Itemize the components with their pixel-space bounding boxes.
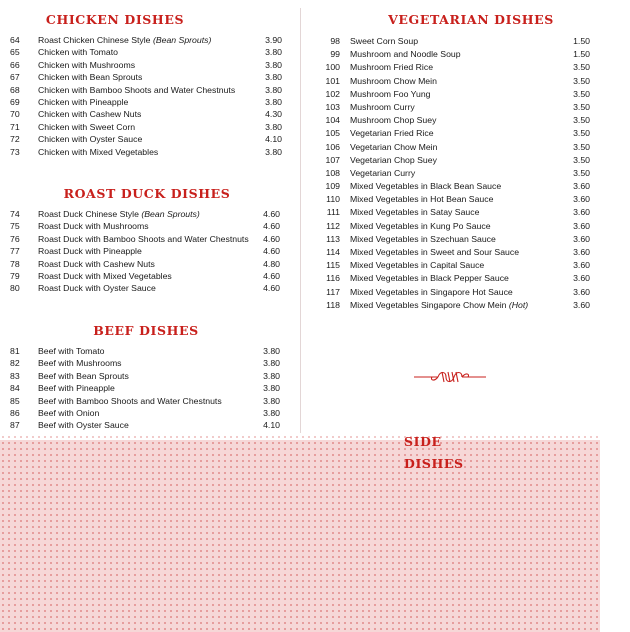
item-number: 118 (326, 299, 340, 310)
item-note: (Hot) (508, 299, 529, 310)
item-name: Mushroom Curry (350, 101, 415, 112)
item-price: 3.60 (573, 260, 590, 271)
item-name-wrap (350, 233, 496, 246)
item-name-wrap (38, 357, 122, 369)
item-name: Mixed Vegetables in Black Bean Sauce (350, 181, 502, 192)
vegetarian-dishes-section (312, 12, 590, 312)
section-title: ROAST DUCK DISHES (63, 186, 231, 201)
item-name-wrap (38, 245, 142, 257)
item-number: 75 (10, 221, 20, 232)
item-number: 76 (10, 233, 20, 244)
menu-item (10, 108, 282, 120)
item-number: 85 (10, 395, 20, 406)
item-name-wrap (350, 193, 493, 206)
menu-item (10, 245, 280, 257)
item-price: 3.50 (573, 167, 590, 178)
decorative-pattern-band (0, 440, 600, 632)
item-name: Chicken with Oyster Sauce (38, 134, 143, 145)
item-name-wrap (350, 259, 484, 272)
item-name-wrap (350, 206, 479, 219)
menu-item (10, 258, 280, 270)
menu-item (10, 419, 280, 431)
item-name: Mixed Vegetables Singapore Chow Mein (350, 299, 509, 310)
item-price: 3.80 (265, 59, 282, 70)
item-name-wrap (38, 146, 158, 158)
item-price: 4.60 (263, 221, 280, 232)
item-price: 3.80 (263, 407, 280, 418)
item-name-wrap (38, 108, 141, 120)
menu-item (10, 407, 280, 419)
menu-item (312, 246, 590, 259)
item-number: 84 (10, 383, 20, 394)
item-name-wrap (38, 258, 155, 270)
item-price: 3.80 (263, 383, 280, 394)
item-number: 71 (10, 121, 20, 132)
item-name-wrap (350, 35, 418, 48)
menu-item (10, 146, 282, 158)
item-number: 77 (10, 246, 20, 257)
column-divider (300, 8, 301, 433)
item-number: 105 (325, 128, 340, 139)
menu-item (10, 46, 282, 58)
menu-item (312, 180, 590, 193)
menu-item (312, 259, 590, 272)
scroll-flourish-icon (412, 368, 488, 386)
menu-item (312, 88, 590, 101)
menu-item (10, 395, 280, 407)
menu-item (10, 282, 280, 294)
item-name: Chicken with Sweet Corn (38, 121, 136, 132)
beef-dishes-section (10, 323, 280, 432)
item-price: 3.80 (263, 358, 280, 369)
item-name: Chicken with Mixed Vegetables (38, 146, 159, 157)
item-number: 113 (326, 233, 340, 244)
item-name: Roast Duck with Pineapple (38, 246, 142, 257)
item-price: 3.50 (573, 115, 590, 126)
item-number: 100 (325, 62, 340, 73)
item-name-wrap (350, 114, 436, 127)
item-price: 3.60 (573, 181, 590, 192)
menu-item (312, 35, 590, 48)
menu-item (312, 233, 590, 246)
item-name-wrap (38, 121, 135, 133)
item-number: 68 (10, 84, 20, 95)
item-name: Sweet Corn Soup (350, 36, 419, 46)
chicken-dishes-section (10, 12, 282, 158)
menu-item (10, 208, 280, 220)
item-number: 80 (10, 283, 20, 294)
item-name: Beef with Tomato (38, 346, 105, 356)
item-number: 64 (10, 35, 20, 45)
item-price: 3.80 (265, 47, 282, 58)
item-price: 4.60 (263, 270, 280, 281)
roast-duck-dishes-section (10, 186, 280, 295)
item-number: 109 (325, 181, 340, 192)
item-price: 4.60 (263, 233, 280, 244)
item-name: Mixed Vegetables in Sweet and Sour Sauce (350, 247, 520, 257)
item-price: 3.50 (573, 141, 590, 152)
item-number: 106 (325, 141, 340, 152)
item-name: Chicken with Bean Sprouts (38, 72, 143, 83)
item-price: 3.50 (573, 62, 590, 73)
item-price: 1.50 (573, 36, 590, 46)
item-name: Beef with Mushrooms (38, 358, 122, 369)
item-number: 70 (10, 109, 20, 120)
item-list (10, 208, 280, 295)
item-number: 107 (325, 154, 340, 165)
item-list (10, 34, 282, 158)
item-price: 4.60 (263, 246, 280, 257)
item-number: 116 (326, 273, 340, 284)
section-title: VEGETARIAN DISHES (388, 12, 554, 27)
item-name: Vegetarian Curry (350, 167, 416, 178)
item-name-wrap (38, 370, 129, 382)
item-price: 3.80 (263, 370, 280, 381)
item-name-wrap (38, 59, 135, 71)
item-name: Mushroom Foo Yung (350, 88, 431, 99)
item-name: Mixed Vegetables in Kung Po Sauce (350, 220, 491, 231)
menu-item (10, 133, 282, 145)
item-number: 67 (10, 72, 20, 83)
item-number: 112 (326, 220, 340, 231)
item-number: 65 (10, 47, 20, 58)
item-name-wrap (38, 133, 142, 145)
item-name: Vegetarian Chop Suey (350, 154, 437, 165)
item-price: 3.60 (573, 273, 590, 284)
item-number: 104 (325, 115, 340, 126)
item-number: 78 (10, 258, 20, 269)
item-number: 81 (10, 346, 20, 356)
item-name: Mixed Vegetables in Singapore Hot Sauce (350, 286, 513, 297)
item-name: Mixed Vegetables in Satay Sauce (350, 207, 480, 218)
next-section-title-partial (404, 431, 464, 440)
item-name: Mixed Vegetables in Capital Sauce (350, 260, 485, 271)
item-name: Beef with Pineapple (38, 383, 115, 394)
item-price: 3.50 (573, 128, 590, 139)
item-name: Beef with Oyster Sauce (38, 420, 129, 431)
menu-item (312, 193, 590, 206)
item-number: 103 (325, 101, 340, 112)
item-price: 1.50 (573, 49, 590, 60)
item-name: Roast Chicken Chinese Style (38, 35, 153, 45)
item-name-wrap (38, 282, 156, 294)
menu-item (312, 286, 590, 299)
item-price: 3.80 (265, 96, 282, 107)
item-price: 3.50 (573, 75, 590, 86)
item-number: 114 (326, 247, 340, 257)
item-number: 117 (326, 286, 340, 297)
item-name-wrap (38, 34, 211, 46)
item-price: 3.60 (573, 247, 590, 257)
item-name-wrap (38, 382, 115, 394)
item-price: 3.80 (265, 146, 282, 157)
item-name-wrap (350, 48, 461, 61)
item-name-wrap (350, 61, 433, 74)
item-note: (Bean Sprouts) (152, 35, 212, 45)
item-price: 3.90 (265, 35, 282, 45)
item-name-wrap (350, 220, 491, 233)
item-name-wrap (38, 71, 142, 83)
item-list (10, 345, 280, 432)
item-name: Beef with Onion (38, 407, 100, 418)
item-price: 4.30 (265, 109, 282, 120)
item-number: 108 (325, 167, 340, 178)
item-name-wrap (350, 154, 437, 167)
menu-item (10, 270, 280, 282)
item-number: 87 (10, 420, 20, 431)
menu-item (10, 370, 280, 382)
item-name: Chicken with Pineapple (38, 96, 129, 107)
menu-item (312, 206, 590, 219)
menu-item (10, 121, 282, 133)
item-name: Mushroom Chow Mein (350, 75, 437, 86)
menu-item (312, 127, 590, 140)
menu-item (312, 75, 590, 88)
item-price: 4.10 (265, 134, 282, 145)
menu-item (10, 345, 280, 357)
item-number: 98 (330, 36, 340, 46)
menu-item (10, 220, 280, 232)
item-number: 82 (10, 358, 20, 369)
item-price: 3.80 (263, 395, 280, 406)
item-number: 83 (10, 370, 20, 381)
item-price: 3.60 (573, 220, 590, 231)
item-price: 3.60 (573, 194, 590, 205)
item-number: 102 (325, 88, 340, 99)
item-name-wrap (38, 208, 200, 220)
item-name-wrap (350, 246, 519, 259)
item-name-wrap (350, 272, 509, 285)
item-name: Roast Duck with Cashew Nuts (38, 258, 155, 269)
item-name-wrap (38, 395, 222, 407)
item-name: Mixed Vegetables in Black Pepper Sauce (350, 273, 509, 284)
item-number: 69 (10, 96, 20, 107)
item-price: 4.60 (263, 209, 280, 219)
item-number: 73 (10, 146, 20, 157)
menu-item (312, 154, 590, 167)
item-name: Mushroom Fried Rice (350, 62, 434, 73)
item-name: Roast Duck with Mushrooms (38, 221, 149, 232)
item-name: Beef with Bean Sprouts (38, 370, 129, 381)
item-name: Vegetarian Fried Rice (350, 128, 434, 139)
menu-item (312, 299, 590, 312)
section-title: BEEF DISHES (93, 323, 199, 338)
item-price: 3.60 (573, 299, 590, 310)
item-price: 4.80 (263, 258, 280, 269)
item-name: Mixed Vegetables in Szechuan Sauce (350, 233, 496, 244)
menu-item (10, 382, 280, 394)
item-name-wrap (350, 180, 501, 193)
item-number: 66 (10, 59, 20, 70)
item-name: Mushroom Chop Suey (350, 115, 437, 126)
item-name-wrap (350, 299, 528, 312)
menu-item (10, 357, 280, 369)
item-name: Roast Duck with Bamboo Shoots and Water Chestnuts (38, 233, 249, 244)
item-name-wrap (350, 286, 513, 299)
item-number: 110 (326, 194, 340, 205)
menu-item (312, 48, 590, 61)
item-name: Chicken with Mushrooms (38, 59, 136, 70)
item-name-wrap (350, 141, 437, 154)
menu-item (312, 220, 590, 233)
menu-item (10, 34, 282, 46)
item-name: Roast Duck Chinese Style (38, 209, 142, 219)
menu-item (312, 61, 590, 74)
item-price: 3.50 (573, 154, 590, 165)
menu-item (10, 59, 282, 71)
item-name: Roast Duck with Oyster Sauce (38, 283, 156, 294)
item-price: 3.50 (573, 101, 590, 112)
item-name-wrap (38, 46, 118, 58)
item-name-wrap (350, 167, 415, 180)
item-name-wrap (350, 101, 415, 114)
item-number: 74 (10, 209, 20, 219)
item-name-wrap (38, 345, 104, 357)
item-note: (Bean Sprouts) (141, 209, 200, 219)
item-name: Chicken with Bamboo Shoots and Water Chestnuts (38, 84, 236, 95)
item-number: 115 (326, 260, 340, 271)
item-name: Mixed Vegetables in Hot Bean Sauce (350, 194, 494, 205)
item-number: 79 (10, 270, 20, 281)
item-list (312, 35, 590, 312)
item-name: Vegetarian Chow Mein (350, 141, 438, 152)
item-number: 72 (10, 134, 20, 145)
item-name-wrap (38, 84, 235, 96)
item-price: 3.50 (573, 88, 590, 99)
item-name-wrap (38, 96, 128, 108)
item-name: Chicken with Cashew Nuts (38, 109, 142, 120)
item-price: 3.60 (573, 286, 590, 297)
menu-item (10, 84, 282, 96)
item-price: 3.60 (573, 233, 590, 244)
item-price: 4.60 (263, 283, 280, 294)
item-name-wrap (38, 407, 99, 419)
item-name: Mushroom and Noodle Soup (350, 49, 461, 60)
item-name-wrap (38, 220, 149, 232)
section-title: CHICKEN DISHES (45, 12, 185, 27)
item-number: 111 (326, 207, 340, 218)
item-price: 3.80 (265, 72, 282, 83)
item-name: Chicken with Tomato (38, 47, 118, 58)
menu-item (10, 96, 282, 108)
item-number: 101 (325, 75, 340, 86)
item-price: 3.80 (265, 84, 282, 95)
item-name-wrap (38, 270, 172, 282)
item-name: Roast Duck with Mixed Vegetables (38, 270, 172, 281)
menu-item (10, 233, 280, 245)
menu-item (312, 114, 590, 127)
menu-item (312, 141, 590, 154)
item-number: 86 (10, 407, 20, 418)
item-name: Beef with Bamboo Shoots and Water Chestnuts (38, 395, 222, 406)
item-name-wrap (350, 127, 434, 140)
menu-item (312, 101, 590, 114)
item-name-wrap (350, 88, 431, 101)
item-name-wrap (350, 75, 437, 88)
item-price: 4.10 (263, 420, 280, 431)
menu-item (10, 71, 282, 83)
item-name-wrap (38, 419, 129, 431)
item-name-wrap (38, 233, 249, 245)
item-price: 3.80 (263, 346, 280, 356)
item-price: 3.60 (573, 207, 590, 218)
menu-item (312, 167, 590, 180)
item-number: 99 (330, 49, 340, 60)
menu-item (312, 272, 590, 285)
item-price: 3.80 (265, 121, 282, 132)
